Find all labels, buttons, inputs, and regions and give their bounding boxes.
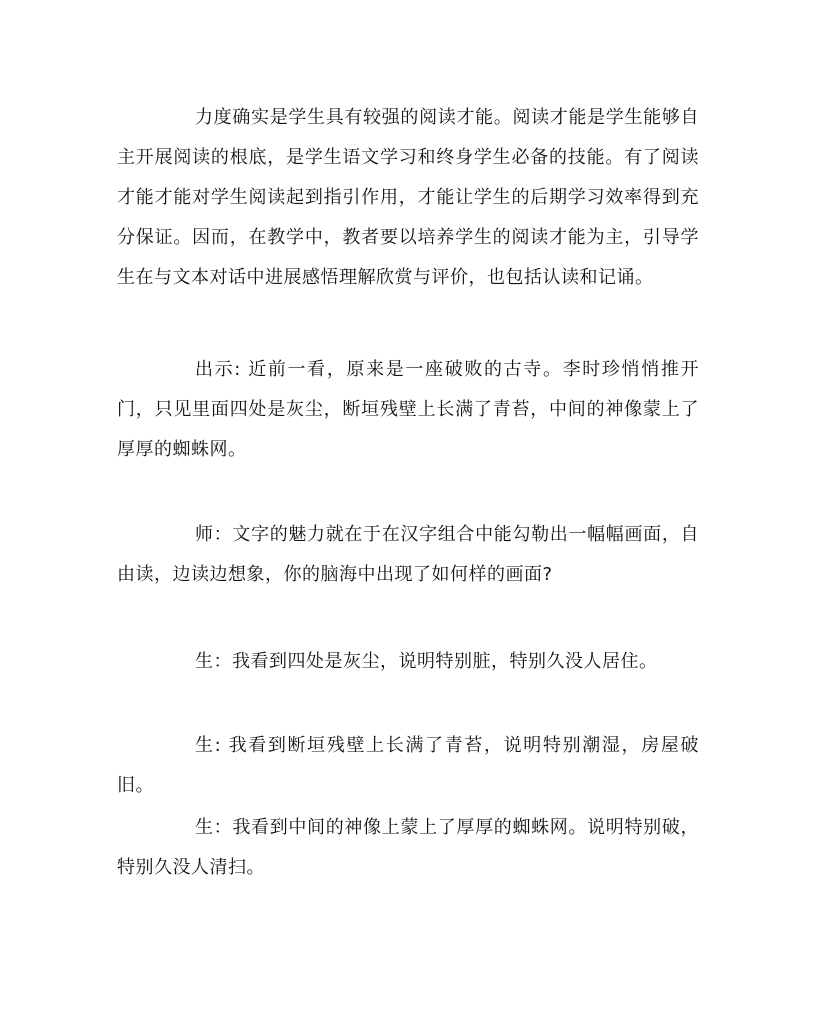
paragraph-reading-ability: 力度确实是学生具有较强的阅读才能。阅读才能是学生能够自主开展阅读的根底，是学生语文学习和终身学生必备的技能。有了阅读才能才能对学生阅读起到指引作用，才能让学生的后期学习效率得到充分保证。因而，在教学中，教者要以培养学生的阅读才能为主，引导学生在与文本对话中进展感悟理解欣赏与评价，也包括认读和记诵。	[117, 107, 699, 288]
paragraph-student-answer-2: 生: 我看到断垣残壁上长满了青苔，说明特别潮湿，房屋破旧。	[117, 735, 699, 796]
paragraph-display-excerpt: 出示: 近前一看，原来是一座破败的古寺。李时珍悄悄推开门，只见里面四处是灰尘，断垣残壁上长满了青苔，中间的神像蒙上了厚厚的蜘蛛网。	[117, 359, 699, 460]
paragraph-student-answer-1: 生：我看到四处是灰尘，说明特别脏，特别久没人居住。	[195, 651, 658, 672]
paragraph-teacher-prompt: 师：文字的魅力就在于在汉字组合中能勾勒出一幅幅画面，自由读，边读边想象，你的脑海中出现了如何样的画面?	[117, 524, 699, 585]
paragraph-student-answer-3: 生：我看到中间的神像上蒙上了厚厚的蜘蛛网。说明特别破，特别久没人清扫。	[117, 817, 699, 878]
